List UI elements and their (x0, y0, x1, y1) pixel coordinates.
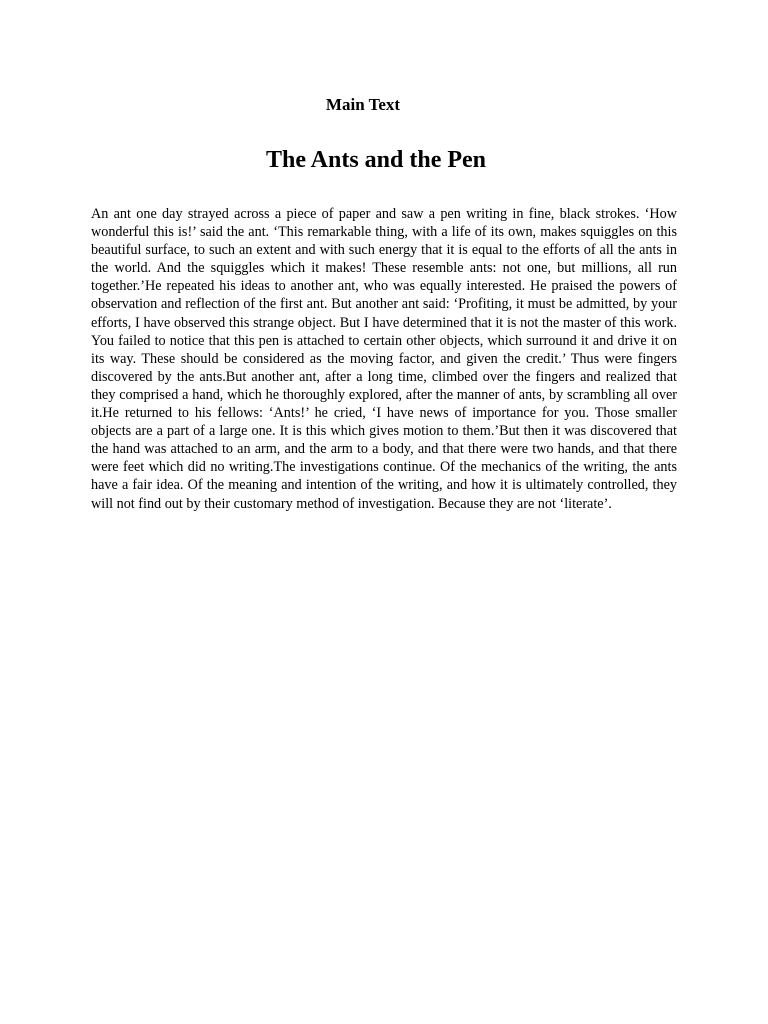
document-title: The Ants and the Pen (265, 147, 487, 173)
body-paragraph: An ant one day strayed across a piece of paper and saw a pen writing in fine, black strokes. ‘How wonderful this is!’ said the ant. ‘This remarkable thing, with a life of its own, makes squiggles on this beautiful surface, to such an extent and with such energy that it is equal to the efforts of all the ants in the world. And the squiggles which it makes! These resemble ants: not one, but millions, all run together.’He repeated his ideas to another ant, who was equally interested. He praised the powers of observation and reflection of the first ant. But another ant said: ‘Profiting, it must be admitted, by your efforts, I have observed this strange object. But I have determined that it is not the master of this work. You failed to notice that this pen is attached to certain other objects, which surround it and drive it on its way. These should be considered as the moving factor, and given the credit.’ Thus were fingers discovered by the ants.But another ant, after a long time, climbed over the fingers and realized that they comprised a hand, which he thoroughly explored, after the manner of ants, by scrambling all over it.He returned to his fellows: ‘Ants!’ he cried, ‘I have news of importance for you. Those smaller objects are a part of a large one. It is this which gives motion to them.’But then it was discovered that the hand was attached to an arm, and the arm to a body, and that there were two hands, and that there were feet which did no writing.The investigations continue. Of the mechanics of the writing, the ants have a fair idea. Of the meaning and intention of the writing, and how it is ultimately controlled, they will not find out by their customary method of investigation. Because they are not ‘literate’. (91, 206, 677, 512)
section-label: Main Text (325, 95, 401, 114)
